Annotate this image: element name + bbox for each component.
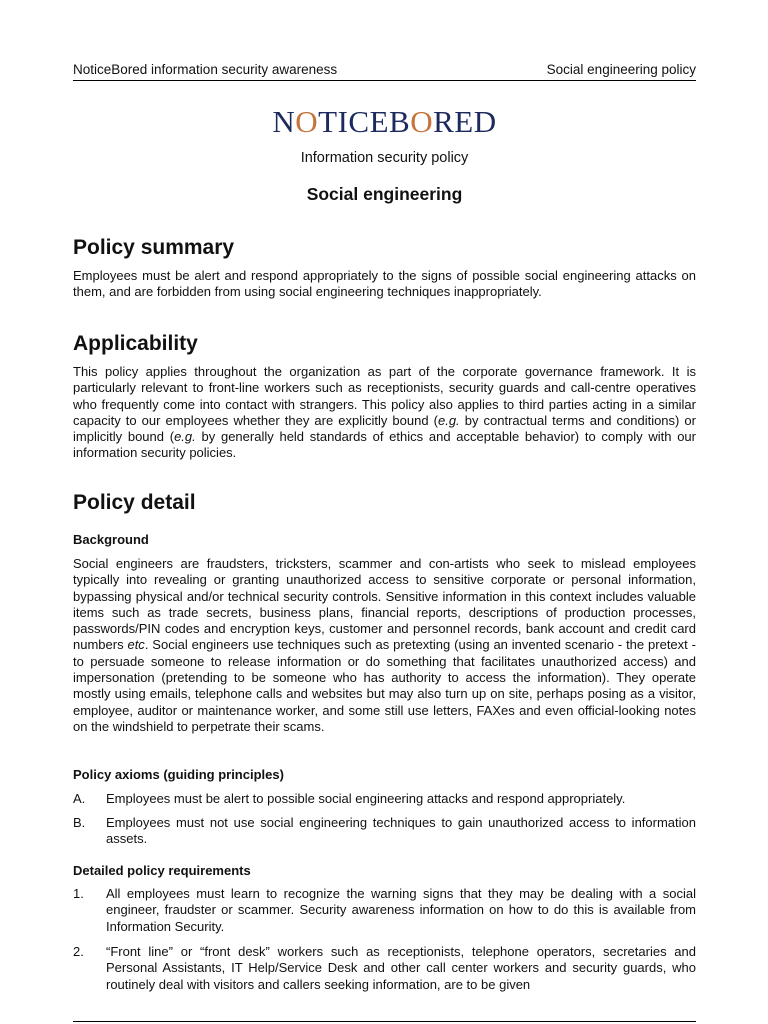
applicability-eg-1: e.g.: [437, 412, 460, 428]
header-left-text: NoticeBored information security awareness: [73, 62, 338, 77]
axiom-text: Employees must not use social engineering techniques to gain unauthorized access to information assets.: [106, 815, 696, 847]
summary-paragraph: Employees must be alert and respond appropriately to the signs of possible social engineering attacks on them, and are forbidden from using social engineering techniques inappropriately.: [73, 268, 696, 300]
section-heading-summary: Policy summary: [73, 236, 235, 259]
applicability-paragraph: [73, 364, 696, 462]
requirement-text: “Front line” or “front desk” workers such as receptionists, telephone operators, secretaries and Personal Assistants, IT Help/Service Desk and other call center workers and security guards, who routinely deal with visitors and callers seeking information, are to be given: [106, 944, 696, 992]
subheading-axioms: Policy axioms (guiding principles): [73, 767, 284, 782]
applicability-text-2: by contractual terms and conditions) or implicitly bound (: [73, 412, 696, 445]
background-text-1: Social engineers are fraudsters, tricksters, scammer and con-artists who seek to mislead employees typically into revealing or granting unauthorized access to sensitive corporate or personal information, bypassing physical and/or technical security controls. Sensitive information in this context includes valuable items such as trade secrets, business plans, financial reports, descriptions of production processes, passwords/PIN codes and encryption keys, customer and personnel records, bank account and credit card numbers: [73, 556, 696, 653]
subheading-requirements: Detailed policy requirements: [73, 863, 251, 878]
requirement-text: All employees must learn to recognize the warning signs that they may be dealing with a social engineer, fraudster or scammer. Security awareness information on how to do this is available from Information Security.: [106, 886, 696, 934]
page-header: [73, 62, 696, 81]
axiom-text: Employees must be alert to possible social engineering attacks and respond appropriately.: [106, 791, 626, 806]
applicability-text-1: This policy applies throughout the organization as part of the corporate governance framework. It is particularly relevant to front-line workers such as receptionists, security guards and call-centre operatives who frequently come into contact with strangers. This policy also applies to third parties acting in a similar capacity to our employees whether they are explicitly bound (: [73, 364, 696, 428]
background-etc: etc: [127, 637, 145, 653]
applicability-text-3: by generally held standards of ethics and acceptable behavior) to comply with our information security policies.: [73, 429, 696, 461]
requirement-marker: 2.: [73, 944, 84, 959]
footer-divider: [73, 1021, 696, 1022]
header-right-text: Social engineering policy: [546, 62, 696, 77]
background-paragraph: [73, 556, 696, 735]
noticebored-logo: NOTICEBORED: [272, 104, 497, 139]
section-heading-applicability: Applicability: [73, 332, 198, 355]
section-heading-detail: Policy detail: [73, 491, 196, 514]
document-subtitle: Information security policy: [300, 150, 469, 166]
background-text-2: . Social engineers use techniques such as pretexting (using an invented scenario - the pretext - to persuade someone to release information or do something that facilitates unauthorized access) and impersonation (pretending to be someone who has authority to access the information). They operate mostly using emails, telephone calls and websites but may also turn up on site, perhaps posing as a visitor, employee, auditor or maintenance worker, and some still use letters, FAXes and even official-looking notes on the windshield to perpetrate their scams.: [73, 637, 696, 734]
document-title: Social engineering: [306, 184, 463, 204]
requirement-marker: 1.: [73, 886, 84, 901]
subheading-background: Background: [73, 532, 149, 547]
applicability-eg-2: e.g.: [174, 429, 196, 445]
axiom-marker: A.: [73, 791, 86, 806]
axiom-marker: B.: [73, 815, 86, 830]
